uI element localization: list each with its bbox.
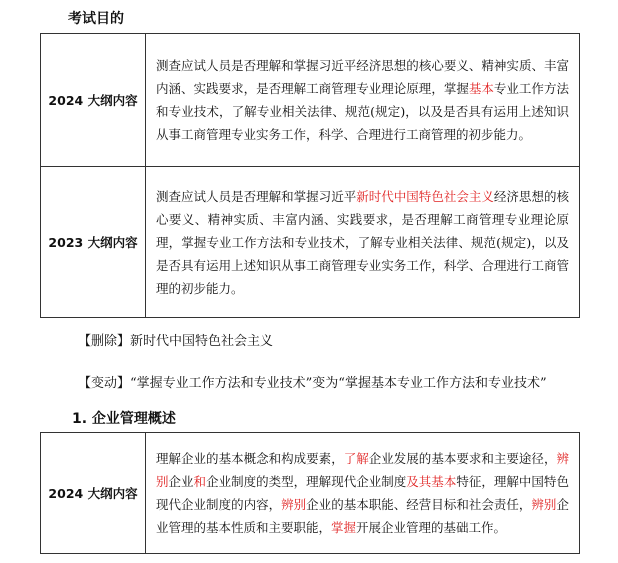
text-segment: 企业发展的基本要求和主要途径，: [368, 451, 557, 466]
table-row: [41, 167, 580, 318]
text-segment: 测查应试人员是否理解和掌握习近平经济思想的核心要义、精神实质、丰富内涵、实践要求，是否理解工商管理专业理论原理，掌握: [156, 58, 569, 96]
row-content: [146, 167, 580, 318]
text-segment: 企业的基本职能、经营目标和社会责任，: [306, 497, 532, 512]
text-segment: 测查应试人员是否理解和掌握习近平: [156, 188, 357, 204]
row-content: [146, 34, 580, 167]
delete-tag: 【删除】: [78, 334, 131, 349]
table-row: [41, 34, 580, 167]
text-segment: 企业制度的类型，理解现代企业制度: [206, 474, 407, 489]
text-segment: 开展企业管理的基础工作。: [356, 520, 507, 535]
highlighted-text: 辨别: [156, 451, 569, 489]
row-label: 2024 大纲内容: [41, 433, 146, 554]
change-note: [78, 372, 547, 391]
highlighted-text: 辨别: [281, 497, 307, 512]
text-segment: 企业管理的基本性质和主要职能，: [156, 497, 569, 535]
change-text: “掌握专业工作方法和专业技术”变为“掌握基本专业工作方法和专业技术”: [130, 376, 547, 391]
text-segment: 特征，理解中国特色现代企业制度的内容，: [156, 474, 569, 512]
section-title-exam-purpose: 考试目的: [68, 11, 124, 27]
exam-purpose-table: [40, 33, 580, 318]
highlighted-text: 及其基本: [406, 474, 457, 489]
text-segment: 经济思想的核心要义、精神实质、丰富内涵、实践要求，是否理解工商管理专业理论原理，掌握专业工作方法和专业技术，了解专业相关法律、规范(规定)，以及是否具有运用上述知识从事工商管理专业实务工作，科学、合理进行工商管理的初步能力。: [156, 188, 569, 296]
delete-text: 新时代中国特色社会主义: [130, 334, 274, 349]
highlighted-text: 和: [193, 474, 207, 489]
row-label: 2023 大纲内容: [41, 167, 146, 318]
row-content: [146, 433, 580, 554]
section-title-enterprise-management: 1. 企业管理概述: [72, 411, 176, 427]
text-segment: 专业工作方法和专业技术，了解专业相关法律、规范(规定)，以及是否具有运用上述知识从事工商管理专业实务工作，科学、合理进行工商管理的初步能力。: [156, 81, 569, 142]
highlighted-text: 新时代中国特色社会主义: [356, 188, 494, 204]
highlighted-text: 了解: [343, 451, 369, 466]
highlighted-text: 基本: [468, 81, 494, 96]
table-row: [41, 433, 580, 554]
highlighted-text: 辨别: [531, 497, 557, 512]
text-segment: 企业: [168, 474, 194, 489]
change-tag: 【变动】: [78, 376, 131, 391]
delete-note: [78, 330, 273, 349]
row-label: 2024 大纲内容: [41, 34, 146, 167]
enterprise-management-table: [40, 432, 580, 554]
text-segment: 理解企业的基本概念和构成要素，: [156, 451, 344, 466]
highlighted-text: 掌握: [331, 520, 357, 535]
